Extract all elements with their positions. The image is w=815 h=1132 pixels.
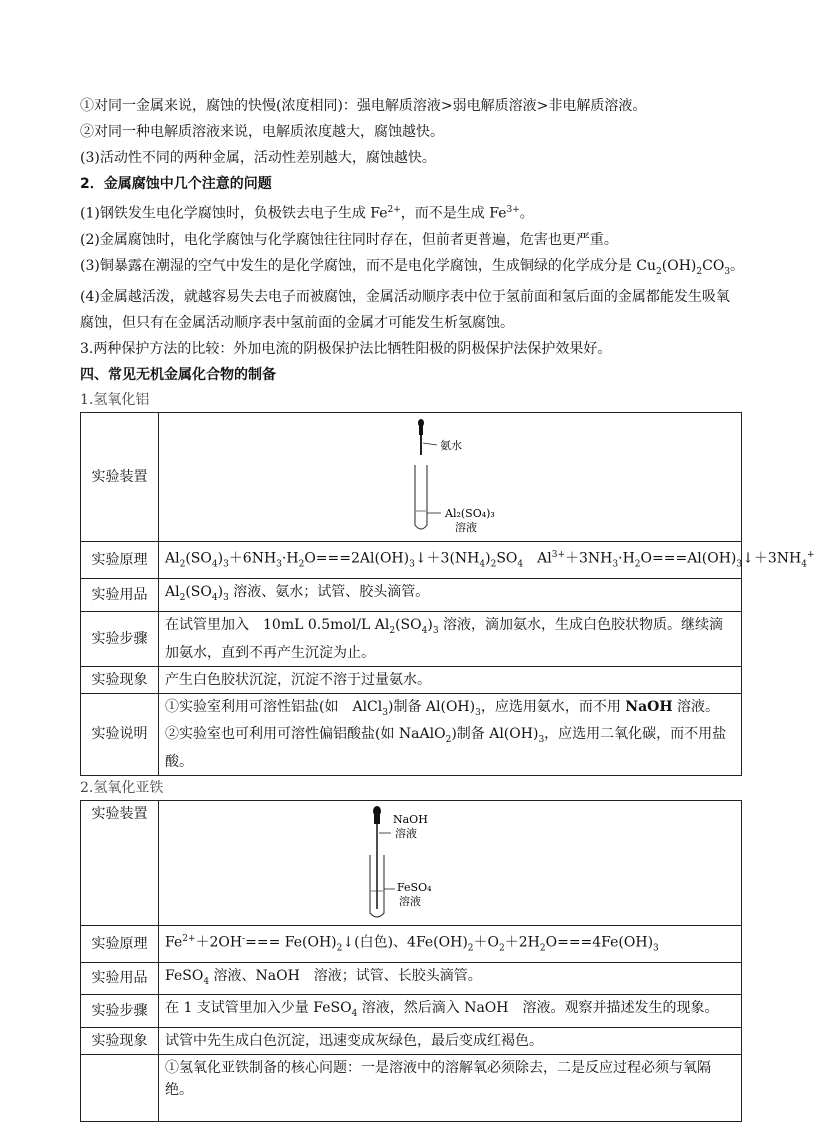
note-5: 3.两种保护方法的比较：外加电流的阴极保护法比牺牲阳极的阴极保护法保护效果好。: [80, 341, 612, 358]
diagram2-bottom-label-2: 溶液: [399, 895, 421, 909]
row-label-materials: 实验用品: [81, 962, 159, 995]
row-label-apparatus: 实验装置: [81, 413, 159, 542]
sub-heading-ferrous-hydroxide: 2.氢氧化亚铁: [80, 780, 164, 797]
row-label-phenomenon: 实验现象: [81, 666, 159, 693]
row-label-empty: [81, 1055, 159, 1122]
row-label-principle: 实验原理: [81, 542, 159, 578]
sub-heading-aluminum-hydroxide: 1.氢氧化铝: [80, 392, 150, 409]
principle-equation-2: $Fe^{2+}+2OH^-===$ $Fe(OH)_2↓$(白色)、$4Fe(OH)_2+O_2+2H_2O===4Fe(OH)_3$: [159, 926, 742, 962]
dropper-test-tube-diagram: [165, 415, 745, 539]
paragraph-3: (3)活动性不同的两种金属，活动性差别越大，腐蚀越快。: [80, 150, 436, 166]
table-row: [81, 666, 742, 693]
note-1: (1)钢铁发生电化学腐蚀时，负极铁去电子生成 $Fe^{2+}$，而不是生成 $Fe^{3+}$。: [80, 205, 534, 222]
steps-text-1: 在试管里加入 10mL 0.5mol/L $Al_2(SO_4)_3$ 溶液，滴加氨水，生成白色胶状物质。继续滴加氨水，直到不再产生沉淀为止。: [159, 611, 742, 666]
long-dropper-test-tube-diagram: [165, 803, 745, 923]
apparatus-diagram-2: [165, 803, 735, 923]
notes-text-2: ①氢氧化亚铁制备的核心问题：一是溶液中的溶解氧必须除去，二是反应过程必须与氧隔绝。: [159, 1055, 742, 1122]
row-label-principle: 实验原理: [81, 926, 159, 962]
materials-text-2: FeSO$_4$ 溶液、NaOH 溶液；试管、长胶头滴管。: [159, 962, 742, 995]
table-row: [81, 926, 742, 962]
table-row: [81, 962, 742, 995]
diagram2-bottom-label-1: FeSO₄: [397, 881, 432, 895]
note-3: (3)铜暴露在潮湿的空气中发生的是化学腐蚀，而不是电化学腐蚀，生成铜绿的化学成分是 $Cu_2(OH)_2CO_3$。: [80, 257, 745, 277]
table-row: [81, 611, 742, 666]
row-label-notes: 实验说明: [81, 693, 159, 776]
table-row: [81, 1055, 742, 1122]
heading-corrosion-notes: 2．金属腐蚀中几个注意的问题: [80, 176, 272, 192]
diagram1-bottom-label-2: 溶液: [455, 521, 477, 535]
table-row: [81, 995, 742, 1028]
apparatus-diagram-1: [165, 415, 735, 539]
table-row: [81, 801, 742, 926]
paragraph-1: ①对同一金属来说，腐蚀的快慢(浓度相同)：强电解质溶液>弱电解质溶液>非电解质溶液。: [80, 98, 647, 114]
phenomenon-text-1: 产生白色胶状沉淀，沉淀不溶于过量氨水。: [159, 666, 742, 693]
principle-equation-1: $Al_2(SO_4)_3+6NH_3\cdot H_2O===2Al(OH)_3↓+3(NH_4)_2SO_4$ $Al^{3+}+3NH_3\cdot H_2O===Al(OH)_3↓+3NH_4^+$: [159, 542, 742, 578]
row-label-apparatus: 实验装置: [81, 801, 159, 926]
table-row: [81, 578, 742, 611]
table-row: [81, 693, 742, 776]
table-row: [81, 542, 742, 578]
diagram2-top-label-2: 溶液: [395, 827, 417, 841]
steps-text-2: 在 1 支试管里加入少量 FeSO$_4$ 溶液，然后滴入 NaOH 溶液。观察并描述发生的现象。: [159, 995, 742, 1028]
diagram1-top-label: 氨水: [440, 439, 462, 453]
row-label-steps: 实验步骤: [81, 995, 159, 1028]
document-page: [80, 93, 815, 1122]
table-row: [81, 413, 742, 542]
section-heading: 四、常见无机金属化合物的制备: [80, 367, 276, 384]
paragraph-2: ②对同一种电解质溶液来说，电解质浓度越大，腐蚀越快。: [80, 124, 444, 140]
notes-text-1: ①实验室利用可溶性铝盐(如 AlCl$_3$)制备 $Al(OH)_3$，应选用氨水，而不用 NaOH 溶液。 ②实验室也可利用可溶性偏铝酸盐(如 NaAlO$_2$)制备 $Al(OH)_3$，应选用二氧化碳，而不用盐酸。: [159, 693, 742, 776]
table-aluminum-hydroxide: [80, 412, 815, 776]
note-4a: (4)金属越活泼，就越容易失去电子而被腐蚀，金属活动顺序表中位于氢前面和氢后面的金属都能发生吸氧: [80, 289, 730, 306]
note-2: (2)金属腐蚀时，电化学腐蚀与化学腐蚀往往同时存在，但前者更普遍，危害也更严重。: [80, 231, 618, 248]
row-label-materials: 实验用品: [81, 578, 159, 611]
materials-text-1: $Al_2(SO_4)_3$ 溶液、氨水；试管、胶头滴管。: [159, 578, 742, 611]
row-label-phenomenon: 实验现象: [81, 1028, 159, 1055]
note-4b: 腐蚀，但只有在金属活动顺序表中氢前面的金属才可能发生析氢腐蚀。: [80, 315, 514, 332]
table-ferrous-hydroxide: [80, 800, 742, 1122]
diagram2-top-label-1: NaOH: [393, 813, 428, 827]
table-row: [81, 1028, 742, 1055]
phenomenon-text-2: 试管中先生成白色沉淀，迅速变成灰绿色，最后变成红褐色。: [159, 1028, 742, 1055]
diagram1-bottom-label-1: Al₂(SO₄)₃: [445, 507, 495, 521]
row-label-steps: 实验步骤: [81, 611, 159, 666]
